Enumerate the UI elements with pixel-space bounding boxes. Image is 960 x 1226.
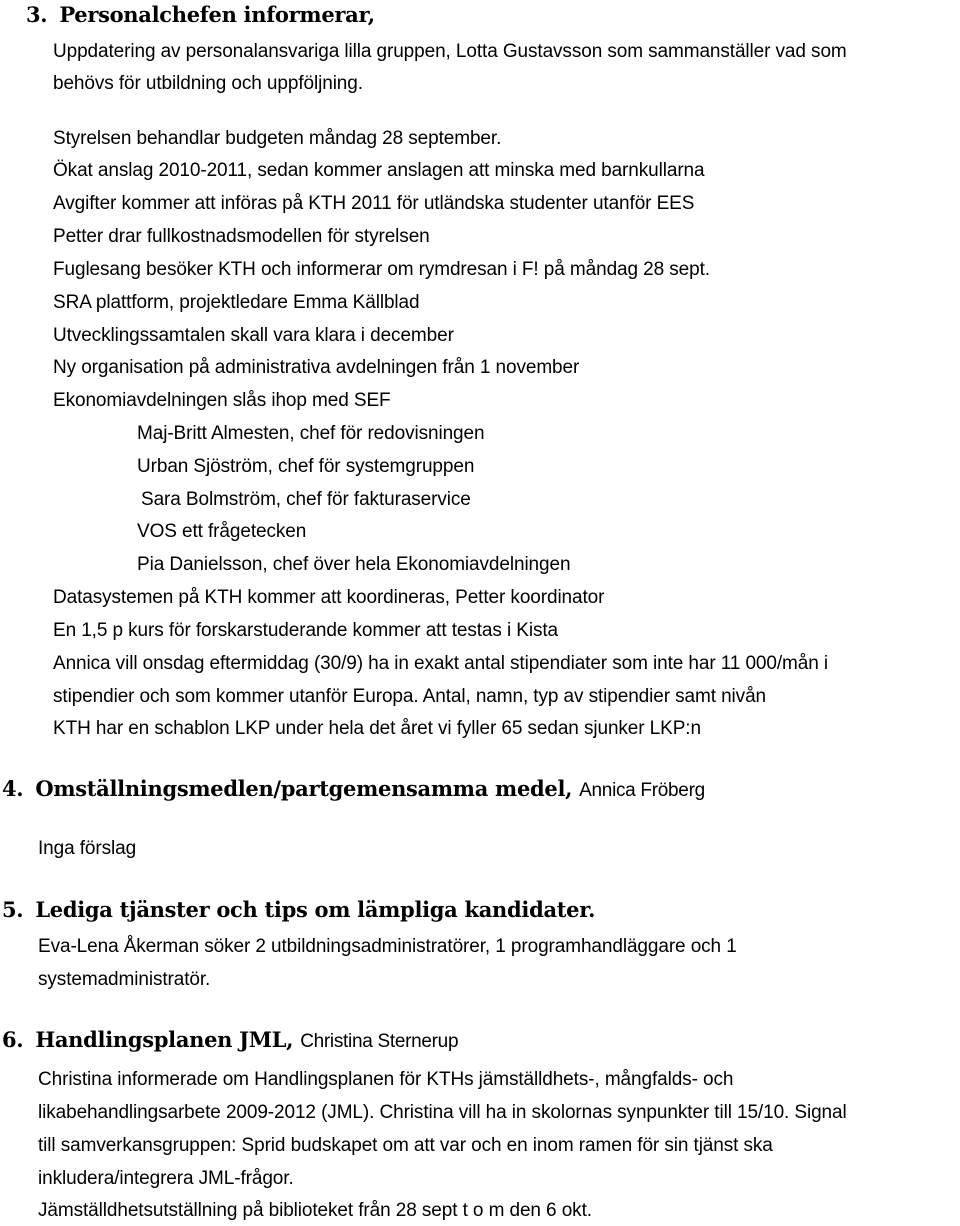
section-3-sub-item: VOS ett frågetecken — [137, 521, 307, 542]
section-3-item: Datasystemen på KTH kommer att koordineras, Petter koordinator — [53, 587, 605, 608]
section-5-body-line-2: systemadministratör. — [38, 969, 211, 990]
section-5-body-line-1: Eva-Lena Åkerman söker 2 utbildningsadministratörer, 1 programhandläggare och 1 — [38, 936, 737, 957]
section-3-sub-item: Pia Danielsson, chef över hela Ekonomiavdelningen — [137, 554, 571, 575]
section-3-item: stipendier och som kommer utanför Europa. Antal, namn, typ av stipendier samt nivån — [53, 686, 767, 707]
section-3-item: Ökat anslag 2010-2011, sedan kommer anslagen att minska med barnkullarna — [53, 160, 705, 181]
section-3-item: Avgifter kommer att införas på KTH 2011 för utländska studenter utanför EES — [53, 193, 695, 214]
section-4-heading — [2, 776, 705, 804]
section-5-heading — [2, 897, 595, 923]
section-3-intro-line-1: Uppdatering av personalansvariga lilla gruppen, Lotta Gustavsson som sammanställer vad som — [53, 41, 847, 62]
section-6-body-line: till samverkansgruppen: Sprid budskapet om att var och en inom ramen för sin tjänst ska — [38, 1135, 773, 1156]
section-6-body-line: Christina informerade om Handlingsplanen för KTHs jämställdhets-, mångfalds- och — [38, 1069, 734, 1090]
section-3-title: Personalchefen informerar, — [59, 2, 375, 27]
section-3-item: En 1,5 p kurs för forskarstuderande kommer att testas i Kista — [53, 620, 559, 641]
section-3-sub-item: Urban Sjöström, chef för systemgruppen — [137, 456, 475, 477]
section-3-item: Ny organisation på administrativa avdelningen från 1 november — [53, 357, 580, 378]
section-3-sub-item: Sara Bolmström, chef för fakturaservice — [141, 489, 471, 510]
section-6-body-line: inkludera/integrera JML-frågor. — [38, 1168, 294, 1189]
section-4-number: 4. — [2, 776, 24, 801]
section-3-heading — [26, 2, 375, 28]
section-3-item: SRA plattform, projektledare Emma Källblad — [53, 292, 420, 313]
section-3-number: 3. — [26, 2, 48, 27]
section-3-item: Annica vill onsdag eftermiddag (30/9) ha in exakt antal stipendiater som inte har 11 000/mån i — [53, 653, 828, 674]
section-6-heading — [2, 1027, 458, 1055]
section-3-item: Ekonomiavdelningen slås ihop med SEF — [53, 390, 391, 411]
section-6-body-line: Jämställdhetsutställning på biblioteket från 28 sept t o m den 6 okt. — [38, 1200, 592, 1221]
section-3-intro-line-2: behövs för utbildning och uppföljning. — [53, 73, 363, 94]
section-6-author: Christina Sternerup — [300, 1031, 459, 1052]
section-4-author: Annica Fröberg — [579, 780, 705, 801]
section-6-body-line: likabehandlingsarbete 2009-2012 (JML). Christina vill ha in skolornas synpunkter till 15/10. Signal — [38, 1102, 847, 1123]
section-3-item: Styrelsen behandlar budgeten måndag 28 september. — [53, 128, 502, 149]
section-3-item: KTH har en schablon LKP under hela det året vi fyller 65 sedan sjunker LKP:n — [53, 718, 701, 739]
section-3-item: Utvecklingssamtalen skall vara klara i december — [53, 325, 454, 346]
section-6-number: 6. — [2, 1027, 24, 1052]
section-4-body: Inga förslag — [38, 838, 137, 859]
section-3-sub-item: Maj-Britt Almesten, chef för redovisningen — [137, 423, 485, 444]
section-6-title: Handlingsplanen JML, — [35, 1027, 294, 1052]
section-5-title: Lediga tjänster och tips om lämpliga kandidater. — [35, 897, 596, 922]
section-4-title: Omställningsmedlen/partgemensamma medel, — [35, 776, 573, 801]
section-3-item: Petter drar fullkostnadsmodellen för styrelsen — [53, 226, 430, 247]
section-3-item: Fuglesang besöker KTH och informerar om rymdresan i F! på måndag 28 sept. — [53, 259, 710, 280]
section-5-number: 5. — [2, 897, 24, 922]
